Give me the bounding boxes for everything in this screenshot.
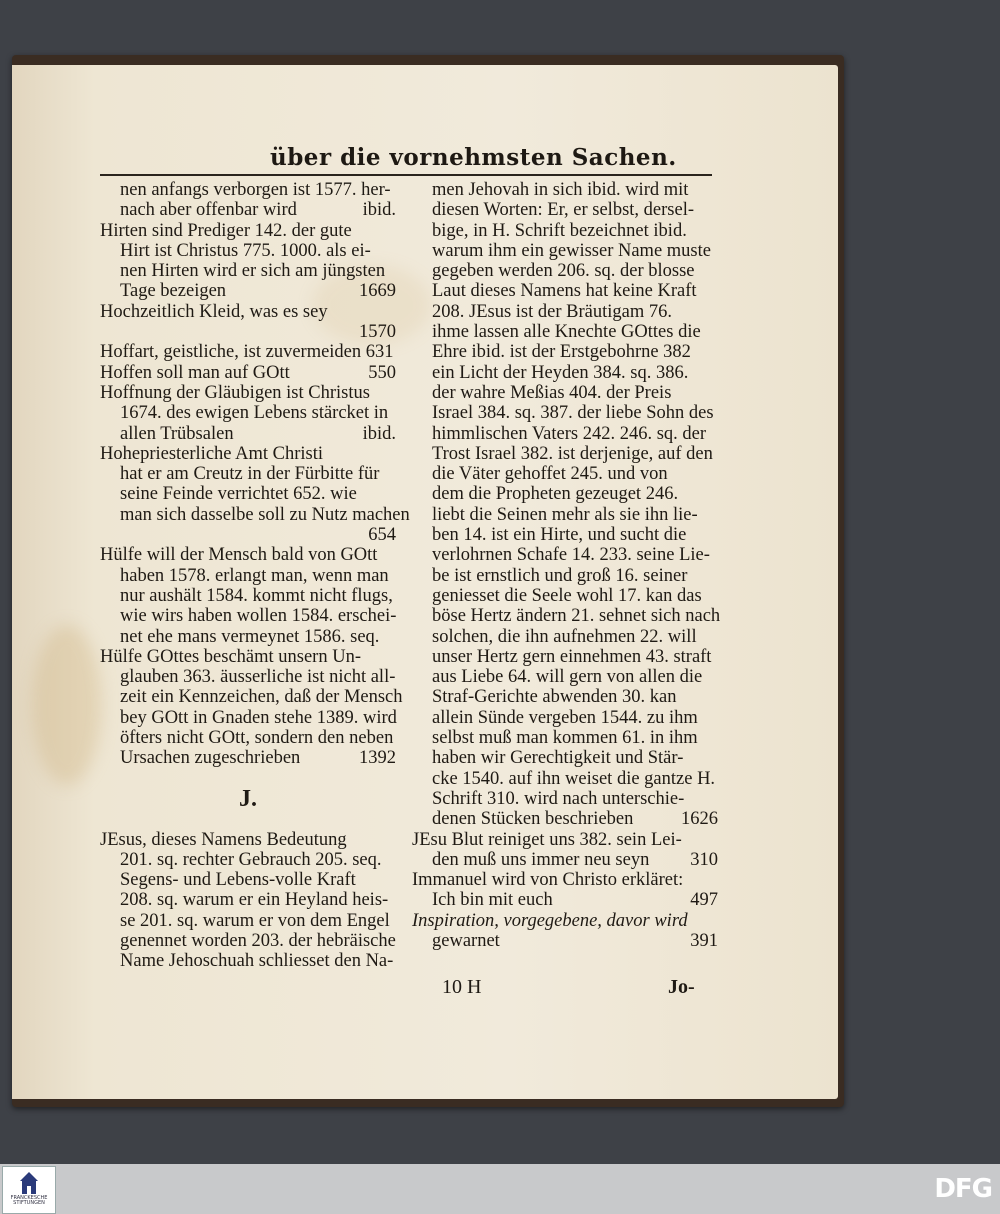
- index-line: Hülfe GOttes beschämt unsern Un-: [100, 646, 361, 667]
- index-line: solchen, die ihn aufnehmen 22. will: [432, 626, 697, 647]
- index-text: denen Stücken beschrieben: [432, 809, 634, 830]
- index-line: 201. sq. rechter Gebrauch 205. seq.: [120, 849, 382, 870]
- index-line: [412, 809, 718, 829]
- index-line: Israel 384. sq. 387. der liebe Sohn des: [432, 403, 714, 424]
- index-line: Hirt ist Christus 775. 1000. als ei-: [120, 240, 371, 261]
- index-line: glauben 363. äusserliche ist nicht all-: [120, 667, 396, 688]
- index-line: JEsus, dieses Namens Bedeutung: [100, 829, 347, 850]
- index-line: gegeben werden 206. sq. der blosse: [432, 261, 695, 282]
- index-line: dem die Propheten gezeuget 246.: [432, 484, 679, 505]
- index-line: [100, 200, 396, 220]
- signature-mark: 10 H: [442, 976, 482, 998]
- page-reference: 497: [690, 890, 718, 911]
- index-line: unser Hertz gern einnehmen 43. straft: [432, 646, 712, 667]
- index-line: liebt die Seinen mehr als sie ihn lie-: [432, 504, 698, 525]
- index-line: allein Sünde vergeben 1544. zu ihm: [432, 707, 698, 728]
- page-reference: ibid.: [362, 423, 396, 444]
- index-line: Hoffart, geistliche, ist zuvermeiden 631: [100, 342, 394, 363]
- index-line: man sich dasselbe soll zu Nutz machen: [120, 504, 410, 525]
- index-text: Ursachen zugeschrieben: [120, 748, 301, 769]
- index-line: öfters nicht GOtt, sondern den neben: [120, 728, 394, 749]
- page-reference: 310: [690, 849, 718, 870]
- index-line: ihme lassen alle Knechte GOttes die: [432, 322, 701, 343]
- index-line: se 201. sq. warum er von dem Engel: [120, 910, 390, 931]
- index-line: die Väter gehoffet 245. und von: [432, 464, 668, 485]
- index-line: selbst muß man kommen 61. in ihm: [432, 728, 698, 749]
- index-line: 208. sq. warum er ein Heyland heis-: [120, 890, 389, 911]
- index-line: Inspiration, vorgegebene, davor wird: [412, 910, 688, 931]
- index-line: Hochzeitlich Kleid, was es sey: [100, 301, 328, 322]
- index-line: [100, 281, 396, 301]
- index-text: Hoffen soll man auf GOtt: [100, 362, 290, 383]
- index-line: wie wirs haben wollen 1584. erschei-: [120, 606, 397, 627]
- index-line: bey GOtt in Gnaden stehe 1389. wird: [120, 707, 397, 728]
- index-line: [412, 890, 718, 910]
- index-line: Schrift 310. wird nach unterschie-: [432, 788, 685, 809]
- index-line: aus Liebe 64. will gern von allen die: [432, 667, 703, 688]
- index-line: diesen Worten: Er, er selbst, dersel-: [432, 200, 694, 221]
- index-line: Hülfe will der Mensch bald von GOtt: [100, 545, 378, 566]
- index-line: 654: [368, 525, 396, 546]
- index-text: nach aber offenbar wird: [120, 200, 297, 221]
- right-column: [412, 180, 721, 951]
- index-text: Ich bin mit euch: [432, 890, 553, 911]
- index-text: den muß uns immer neu seyn: [432, 849, 650, 870]
- index-line: Laut dieses Namens hat keine Kraft: [432, 281, 697, 302]
- index-line: JEsu Blut reiniget uns 382. sein Lei-: [412, 829, 682, 850]
- index-line: men Jehovah in sich ibid. wird mit: [432, 180, 689, 200]
- index-line: genennet worden 203. der hebräische: [120, 930, 396, 951]
- page-reference: 1626: [681, 809, 718, 830]
- index-line: nen Hirten wird er sich am jüngsten: [120, 261, 386, 282]
- index-line: cke 1540. auf ihn weiset die gantze H.: [432, 768, 716, 789]
- index-line: ein Licht der Heyden 384. sq. 386.: [432, 362, 689, 383]
- index-text: allen Trübsalen: [120, 423, 234, 444]
- index-line: seine Feinde verrichtet 652. wie: [120, 484, 357, 505]
- page-reference: 1392: [359, 748, 396, 769]
- index-line: [100, 809, 396, 829]
- index-line: be ist ernstlich und groß 16. seiner: [432, 565, 688, 586]
- index-line: 1570: [359, 322, 396, 343]
- index-line: [100, 363, 396, 383]
- index-line: haben 1578. erlangt man, wenn man: [120, 565, 389, 586]
- page-reference: 1669: [359, 281, 396, 302]
- index-line: [100, 748, 396, 768]
- index-line: böse Hertz ändern 21. sehnet sich nach: [432, 606, 721, 627]
- running-header: über die vornehmsten Sachen.: [270, 144, 677, 171]
- index-line: himmlischen Vaters 242. 246. sq. der: [432, 423, 707, 444]
- index-line: Hoffnung der Gläubigen ist Christus: [100, 382, 370, 403]
- index-line: nur aushält 1584. kommt nicht flugs,: [120, 585, 393, 606]
- index-line: Hohepriesterliche Amt Christi: [100, 443, 323, 464]
- index-text: Tage bezeigen: [120, 281, 227, 302]
- page-reference: ibid.: [362, 200, 396, 221]
- index-line: bige, in H. Schrift bezeichnet ibid.: [432, 220, 687, 241]
- index-line: geniesset die Seele wohl 17. kan das: [432, 585, 702, 606]
- index-line: Segens- und Lebens-volle Kraft: [120, 870, 356, 891]
- index-line: [412, 850, 718, 870]
- institution-logo-icon: [18, 1170, 40, 1196]
- left-column: [100, 180, 410, 972]
- index-line: 208. JEsus ist der Bräutigam 76.: [432, 301, 672, 322]
- index-line: J.: [239, 785, 257, 812]
- index-line: [412, 931, 718, 951]
- page-reference: 391: [690, 930, 718, 951]
- index-line: der wahre Meßias 404. der Preis: [432, 382, 672, 403]
- index-line: hat er am Creutz in der Fürbitte für: [120, 464, 380, 485]
- viewer-footer: [0, 1164, 1000, 1214]
- page-reference: 550: [368, 362, 396, 383]
- index-line: 1674. des ewigen Lebens stärcket in: [120, 403, 389, 424]
- index-line: Straf-Gerichte abwenden 30. kan: [432, 687, 677, 708]
- dfg-logo[interactable]: DFG: [934, 1174, 992, 1204]
- catchword: Jo-: [668, 976, 695, 998]
- index-line: ben 14. ist ein Hirte, und sucht die: [432, 525, 687, 546]
- index-line: nen anfangs verborgen ist 1577. her-: [120, 180, 391, 200]
- index-line: [100, 424, 396, 444]
- index-line: net ehe mans vermeynet 1586. seq.: [120, 626, 380, 647]
- index-line: Trost Israel 382. ist derjenige, auf den: [432, 443, 713, 464]
- index-line: zeit ein Kennzeichen, daß der Mensch: [120, 687, 403, 708]
- header-rule: [100, 174, 712, 176]
- logo-text: FRANCKESCHE STIFTUNGEN: [10, 1195, 48, 1206]
- index-line: verlohrnen Schafe 14. 233. seine Lie-: [432, 545, 710, 566]
- index-line: Name Jehoschuah schliesset den Na-: [120, 951, 394, 972]
- index-text: gewarnet: [432, 930, 500, 951]
- index-line: haben wir Gerechtigkeit und Stär-: [432, 748, 684, 769]
- index-line: Ehre ibid. ist der Erstgebohrne 382: [432, 342, 691, 363]
- index-line: warum ihm ein gewisser Name muste: [432, 240, 711, 261]
- franckesche-stiftungen-logo[interactable]: [2, 1166, 56, 1214]
- index-line: Immanuel wird von Christo erkläret:: [412, 870, 684, 891]
- index-line: Hirten sind Prediger 142. der gute: [100, 220, 352, 241]
